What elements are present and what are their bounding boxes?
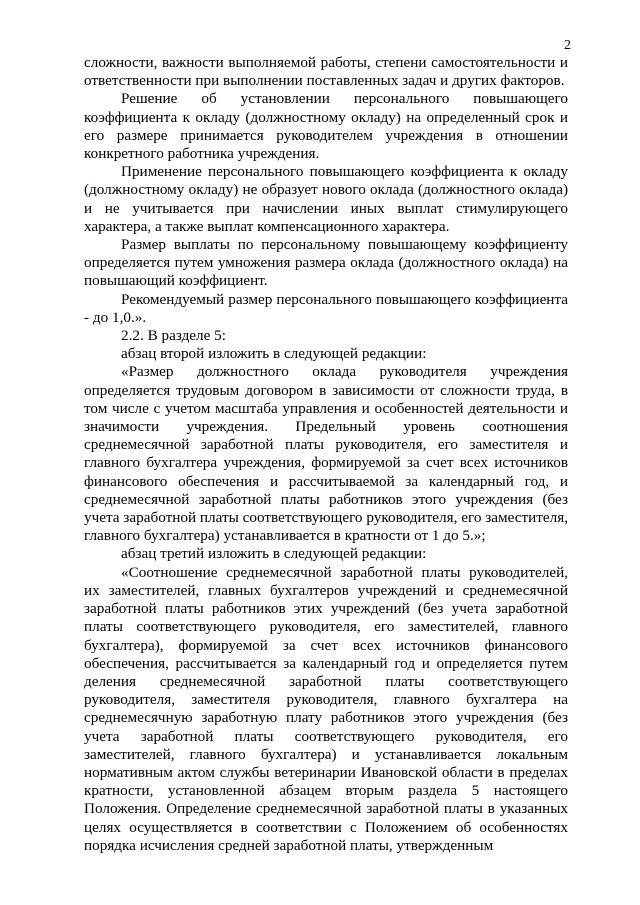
paragraph: «Соотношение среднемесячной заработной платы руководителей, их заместителей, главных бухгалтеров учреждений и среднемесячной заработной платы работников этих учреждений (без учета заработной платы соответствующего руководителя, его заместителей, главного бухгалтера), формируемой за счет всех источников финансового обеспечения, рассчитывается за календарный год и определяется путем деления среднемесячной заработной платы соответствующего руководителя, заместителя руководителя, главного бухгалтера на среднемесячную заработную плату работников этого учреждения (без учета заработной платы соответствующего руководителя, его заместителей, главного бухгалтера) и устанавливается локальным нормативным актом службы ветеринарии Ивановской области в пределах кратности, установленной абзацем вторым раздела 5 настоящего Положения. Определение среднемесячной заработной платы в указанных целях осуществляется в соответствии с Положением об особенностях порядка исчисления средней заработной платы, утвержденным: [84, 563, 568, 854]
paragraph: Рекомендуемый размер персонального повышающего коэффициента - до 1,0.».: [84, 290, 568, 326]
paragraph: 2.2. В разделе 5:: [121, 327, 226, 345]
paragraph: Решение об установлении персонального повышающего коэффициента к окладу (должностному окладу) на определенный срок и его размере принимается руководителем учреждения в отношении конкретного работника учреждения.: [84, 90, 568, 163]
paragraph: Применение персонального повышающего коэффициента к окладу (должностному окладу) не образует нового оклада (должностного оклада) и не учитывается при начислении иных выплат стимулирующего характера, а также выплат компенсационного характера.: [84, 163, 568, 235]
paragraph: абзац третий изложить в следующей редакции:: [121, 545, 427, 563]
paragraph: абзац второй изложить в следующей редакции:: [121, 345, 427, 363]
document-body: [84, 54, 568, 855]
page-number: 2: [564, 38, 571, 53]
paragraph: сложности, важности выполняемой работы, степени самостоятельности и ответственности при выполнении поставленных задач и других факторов.: [84, 54, 568, 90]
paragraph: «Размер должностного оклада руководителя учреждения определяется трудовым договором в зависимости от сложности труда, в том числе с учетом масштаба управления и особенностей деятельности и значимости учреждения. Предельный уровень соотношения среднемесячной заработной платы руководителя, его заместителя и главного бухгалтера учреждения, формируемой за счет всех источников финансового обеспечения и рассчитываемой за календарный год, и среднемесячной заработной платы работников этого учреждения (без учета заработной платы соответствующего руководителя, его заместителя, главного бухгалтера) устанавливается в кратности от 1 до 5.»;: [84, 363, 568, 545]
paragraph: Размер выплаты по персональному повышающему коэффициенту определяется путем умножения размера оклада (должностного оклада) на повышающий коэффициент.: [84, 236, 568, 290]
